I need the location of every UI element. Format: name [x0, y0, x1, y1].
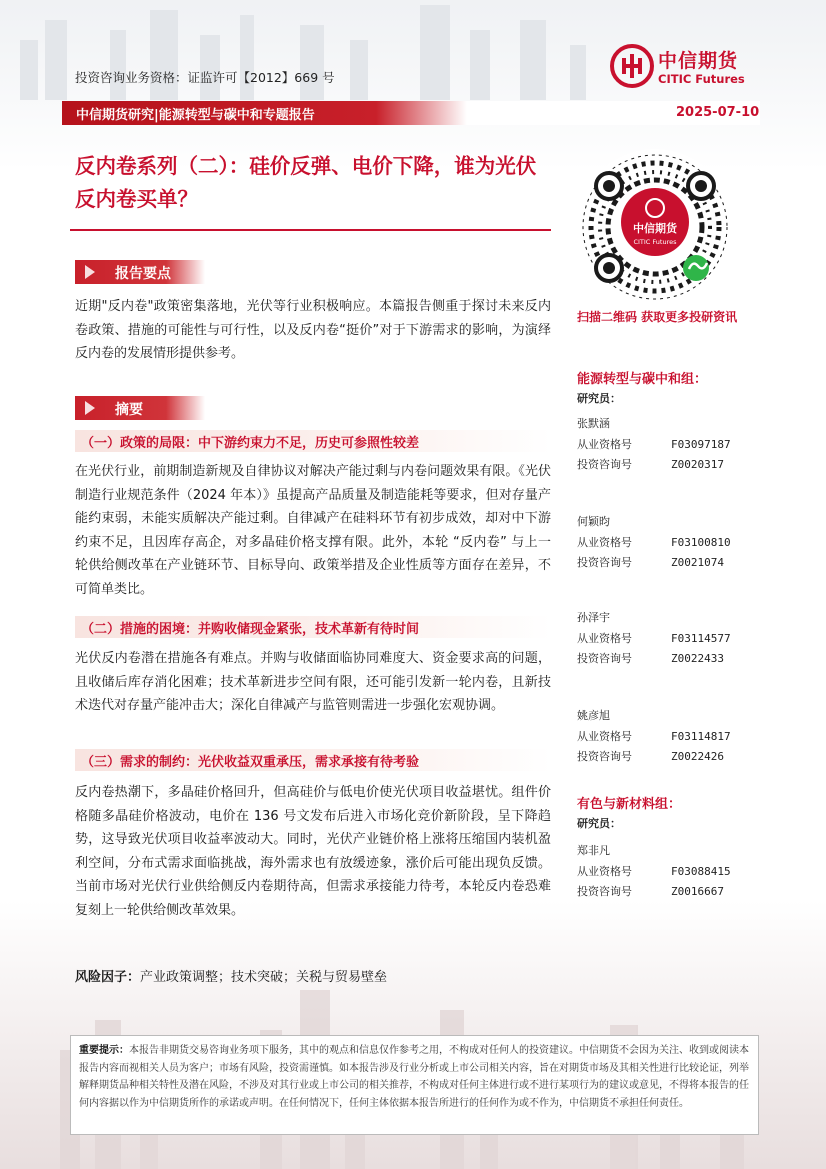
- analyst-name: 姚彦旭: [577, 709, 610, 722]
- analyst-card: [577, 414, 757, 476]
- citic-logo-icon: [610, 44, 654, 88]
- report-title: 反内卷系列（二）：硅价反弹、电价下降，谁为光伏反内卷买单？: [75, 154, 537, 211]
- consult-number: Z0022433: [671, 652, 724, 665]
- consult-label: 投资咨询号: [577, 458, 632, 471]
- highlights-text: 近期"反内卷"政策密集落地，光伏等行业积极响应。本篇报告侧重于探讨未来反内卷政策、措施的可能性与可行性，以及反内卷“挺价”对于下游需求的影响，为演绎反内卷的发展情形提供参考。: [75, 299, 551, 361]
- disclaimer-text: 本报告非期货交易咨询业务项下服务，其中的观点和信息仅作参考之用，不构成对任何人的投资建议。中信期货不会因为关注、收到或阅读本报告内容而视相关人员为客户；市场有风险，投资需谨慎。如本报告涉及行业分析或上市公司相关内容，旨在对期货市场及其相关性进行比较论证，列举解释期货品种相关特性及潜在风险，不涉及对其行业或上市公司的相关推荐，不构成对任何主体进行或不进行某项行为的建议或意见，不得将本报告的任何内容据以作为中信期货所作的承诺或声明。在任何情况下，任何主体依据本报告所进行的任何作为或不作为，中信期货不承担任何责任。: [79, 1045, 749, 1109]
- cert-number: F03114817: [671, 729, 731, 743]
- summary-paragraph-1: 在光伏行业，前期制造新规及自律协议对解决产能过剩与内卷问题效果有限。《光伏制造行业规范条件（2024 年本）》虽提高产品质量及制造能耗等要求，但对存量产能约束弱，未能实质解决产能过剩。自律减产在硅料环节有初步成效，却对中下游约束不足，且因库存高企，对多晶硅价格支撑有限。此外，本轮 “反内卷” 与上一轮供给侧改革在产业链环节、目标导向、政策举措及企业性质等方面存在差异，不可简单类比。: [75, 464, 551, 597]
- analyst-card: [577, 512, 757, 574]
- wechat-qr-code[interactable]: [576, 148, 734, 306]
- cert-label: 从业资格号: [577, 535, 632, 549]
- cert-label: 从业资格号: [577, 729, 632, 743]
- consult-number: Z0022426: [671, 750, 724, 763]
- cert-label: 从业资格号: [577, 864, 632, 878]
- consult-number: Z0021074: [671, 556, 724, 569]
- cert-label: 从业资格号: [577, 631, 632, 645]
- disclaimer-label: 重要提示：: [79, 1045, 129, 1056]
- risk-factors: [75, 966, 387, 985]
- title-divider: [70, 229, 551, 231]
- consult-label: 投资咨询号: [577, 885, 632, 898]
- chevron-right-icon: [85, 401, 95, 415]
- logo-chinese-name: 中信期货: [658, 50, 739, 72]
- subheading-text: （一）政策的局限：中下游约束力不足，历史可参照性较差: [81, 436, 420, 451]
- qr-code-icon: [576, 148, 734, 306]
- summary-paragraph-2: 光伏反内卷潜在措施各有难点。并购与收储面临协同难度大、资金要求高的问题，且收储后库存消化困难；技术革新进步空间有限，还可能引发新一轮内卷，且新技术迭代对存量产能冲击大；深化自律减产与监管则需进一步强化宏观协调。: [75, 651, 551, 713]
- cert-number: F03088415: [671, 864, 731, 878]
- cert-number: F03114577: [671, 631, 731, 645]
- researcher-label: 研究员：: [577, 817, 621, 830]
- risk-text: 产业政策调整；技术突破；关税与贸易壁垒: [140, 970, 388, 985]
- analyst-name: 张默涵: [577, 417, 610, 430]
- report-series-banner: [62, 101, 760, 125]
- report-date: 2025-07-10: [676, 105, 760, 120]
- qr-center-en: CITIC Futures: [633, 238, 677, 246]
- risk-label: 风险因子：: [75, 970, 141, 985]
- analyst-name: 何颖昀: [577, 515, 610, 528]
- summary-section-tab: [75, 396, 205, 420]
- banner-title: 中信期货研究|能源转型与碳中和专题报告: [76, 108, 315, 123]
- logo-english-name: CITIC Futures: [658, 72, 745, 86]
- qr-caption: 扫描二维码 获取更多投研资讯: [577, 310, 738, 324]
- cert-number: F03100810: [671, 535, 731, 549]
- chevron-right-icon: [85, 265, 95, 279]
- citic-futures-logo: [610, 44, 760, 94]
- subheading-text: （二）措施的困境：并购收储现金紧张，技术革新有待时间: [81, 622, 420, 637]
- highlights-section-tab: [75, 260, 205, 284]
- cert-label: 从业资格号: [577, 437, 632, 451]
- consult-label: 投资咨询号: [577, 750, 632, 763]
- qr-center-cn: 中信期货: [633, 222, 677, 235]
- summary-subheading-3: [75, 749, 551, 771]
- consult-label: 投资咨询号: [577, 556, 632, 569]
- highlights-label: 报告要点: [115, 266, 171, 282]
- subheading-text: （三）需求的制约：光伏收益双重承压，需求承接有待考验: [81, 755, 420, 770]
- analyst-card: [577, 841, 757, 903]
- researcher-label: 研究员：: [577, 392, 621, 405]
- cert-number: F03097187: [671, 437, 731, 451]
- group-title-energy: 能源转型与碳中和组：: [577, 372, 708, 387]
- analyst-card: [577, 706, 757, 768]
- analyst-name: 孙泽宇: [577, 611, 610, 624]
- license-text: 投资咨询业务资格：证监许可【2012】669 号: [75, 70, 335, 85]
- summary-subheading-2: [75, 616, 551, 638]
- summary-paragraph-3: 反内卷热潮下，多晶硅价格回升，但高硅价与低电价使光伏项目收益堪忧。组件价格随多晶硅价格波动，电价在 136 号文发布后进入市场化竞价新阶段，呈下降趋势，这导致光伏项目收益率波动大。同时，光伏产业链价格上涨将压缩国内装机盈利空间，分布式需求面临挑战，海外需求也有放缓迹象，涨价后可能出现负反馈。当前市场对光伏行业供给侧反内卷期待高，但需求承接能力待考，本轮反内卷恐难复刻上一轮供给侧改革效果。: [75, 785, 551, 918]
- summary-label: 摘要: [115, 402, 143, 418]
- analyst-card: [577, 608, 757, 670]
- disclaimer-box: [70, 1035, 759, 1135]
- consult-number: Z0016667: [671, 885, 724, 898]
- analyst-name: 郑非凡: [577, 844, 610, 857]
- consult-number: Z0020317: [671, 458, 724, 471]
- summary-subheading-1: [75, 430, 551, 452]
- group-title-metals: 有色与新材料组：: [577, 797, 682, 812]
- consult-label: 投资咨询号: [577, 652, 632, 665]
